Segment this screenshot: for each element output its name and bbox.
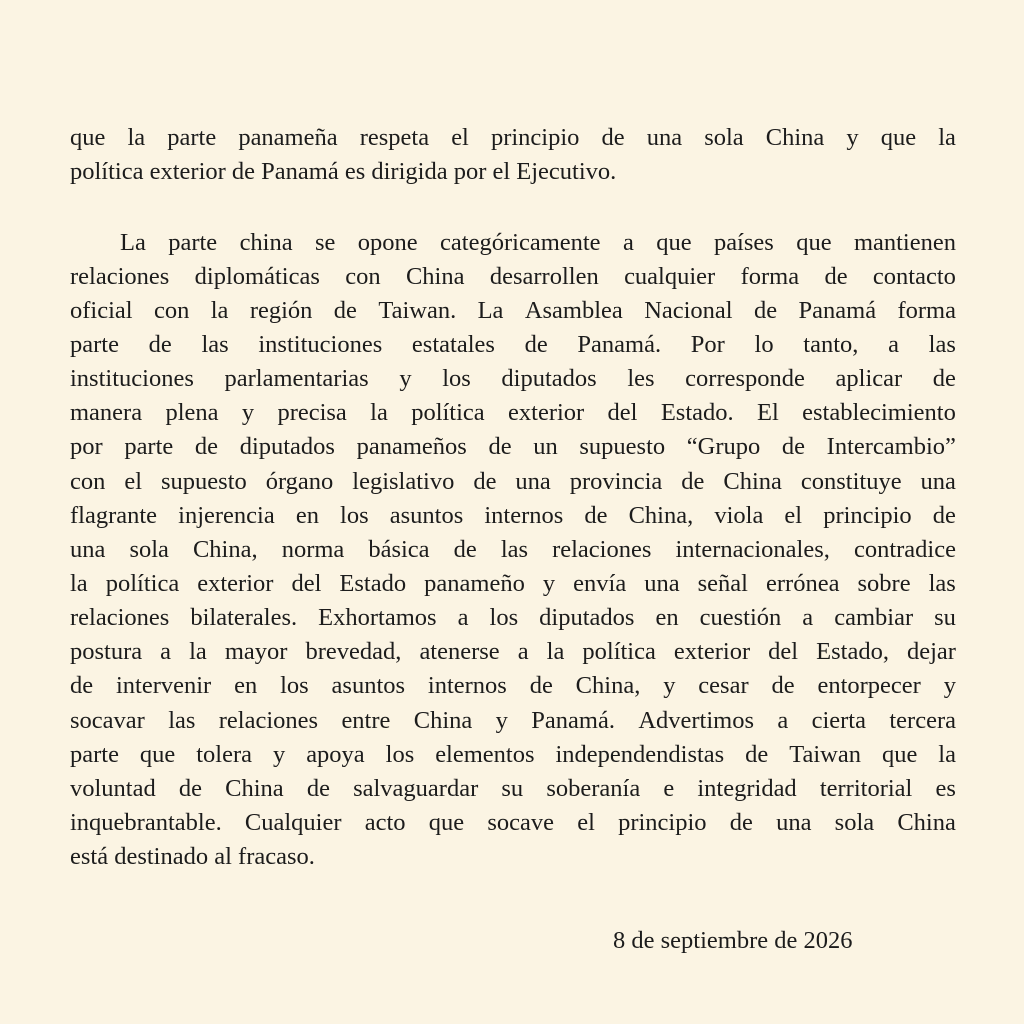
- paragraph-2-line-17: voluntad de China de salvaguardar su soberanía e integridad territorial es: [70, 775, 956, 802]
- paragraph-2-line-18: inquebrantable. Cualquier acto que socave el principio de una sola China: [70, 809, 956, 836]
- paragraph-1-line-2: política exterior de Panamá es dirigida por el Ejecutivo.: [70, 158, 617, 185]
- paragraph-2-line-2: relaciones diplomáticas con China desarrollen cualquier forma de contacto: [70, 263, 956, 290]
- paragraph-2-line-1: La parte china se opone categóricamente a que países que mantienen: [120, 229, 956, 256]
- paragraph-2-line-4: parte de las instituciones estatales de Panamá. Por lo tanto, a las: [70, 331, 956, 358]
- paragraph-2-line-6: manera plena y precisa la política exterior del Estado. El establecimiento: [70, 399, 956, 426]
- paragraph-2-line-8: con el supuesto órgano legislativo de una provincia de China constituye una: [70, 468, 956, 495]
- paragraph-2-line-10: una sola China, norma básica de las relaciones internacionales, contradice: [70, 536, 956, 563]
- paragraph-2-line-13: postura a la mayor brevedad, atenerse a la política exterior del Estado, dejar: [70, 638, 956, 665]
- paragraph-1-line-1: que la parte panameña respeta el principio de una sola China y que la: [70, 124, 956, 151]
- document-date: 8 de septiembre de 2026: [613, 927, 853, 954]
- paragraph-2-line-11: la política exterior del Estado panameño y envía una señal errónea sobre las: [70, 570, 956, 597]
- paragraph-2-line-5: instituciones parlamentarias y los diputados les corresponde aplicar de: [70, 365, 956, 392]
- paragraph-2-line-14: de intervenir en los asuntos internos de China, y cesar de entorpecer y: [70, 672, 956, 699]
- paragraph-2-line-15: socavar las relaciones entre China y Panamá. Advertimos a cierta tercera: [70, 707, 956, 734]
- paragraph-2-line-7: por parte de diputados panameños de un supuesto “Grupo de Intercambio”: [70, 433, 956, 460]
- paragraph-2-line-16: parte que tolera y apoya los elementos independendistas de Taiwan que la: [70, 741, 956, 768]
- paragraph-2-line-3: oficial con la región de Taiwan. La Asamblea Nacional de Panamá forma: [70, 297, 956, 324]
- paragraph-2-line-19: está destinado al fracaso.: [70, 843, 315, 870]
- paragraph-2-line-12: relaciones bilaterales. Exhortamos a los diputados en cuestión a cambiar su: [70, 604, 956, 631]
- paragraph-2-line-9: flagrante injerencia en los asuntos internos de China, viola el principio de: [70, 502, 956, 529]
